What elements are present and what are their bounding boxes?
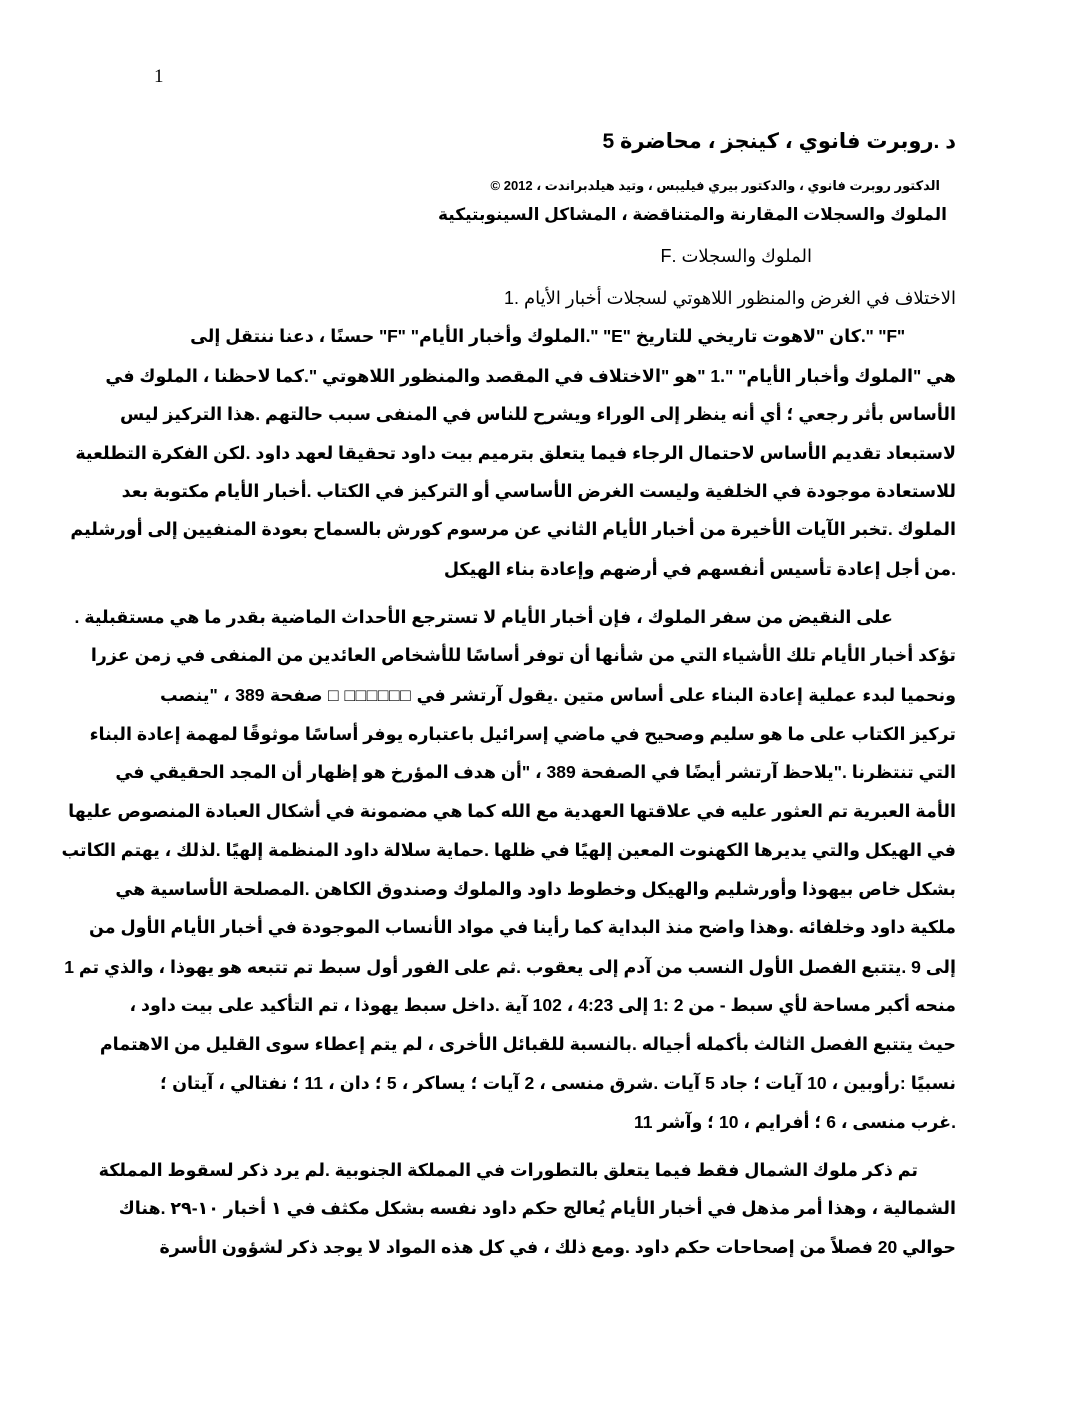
section-heading: الملوك والسجلات .F [660,246,812,266]
body-line: الأساس بأثر رجعي ؛ أي أنه ينظر إلى الوراء ويشرح للناس في المنفى سبب حالتهم .هذا التركيز ليس [120,404,956,424]
body-line: على النقيض من سفر الملوك ، فإن أخبار الأيام لا تسترجع الأحداث الماضية بقدر ما هي مستقبلية . [74,607,893,627]
body-line: .من أجل إعادة تأسيس أنفسهم في أرضهم وإعادة بناء الهيكل [443,559,956,579]
body-line: الأمة العبرية تم العثور عليه في علاقتها العهدية مع الله كما هي مضمونة في أشكال العبادة المنصوص عليها [68,801,956,821]
body-line: التي تنتظرنا ."يلاحظ آرتشر أيضًا في الصفحة 389 ، "أن هدف المؤرخ هو إظهار أن المجد الحقيقي في [115,762,956,782]
body-line: تركيز الكتاب على ما هو سليم وصحيح في ماضي إسرائيل باعتباره يوفر أساسًا موثوقًا لمهمة إعادة البناء [89,724,956,744]
body-line: لاستبعاد تقديم الأساس لاحتمال الرجاء فيما يتعلق بترميم بيت داود تحقيقا لعهد داود .لكن الفكرة التطلعية [75,443,956,463]
body-line: للاستعادة موجودة في الخلفية وليست الغرض الأساسي أو التركيز في الكتاب .أخبار الأيام مكتوبة بعد [121,481,956,501]
body-line: .غرب منسى ، 6 ؛ أفرايم ، 10 ؛ وآشر 11 [633,1112,956,1132]
body-line: ونحميا لبدء عملية إعادة البناء على أساس متين .يقول آرتشر في □□□□□□ □ صفحة 389 ، "ينصب [160,685,957,705]
body-line: هي "الملوك وأخبار الأيام" ".1 "هو "الاختلاف في المقصد والمنظور اللاهوتي ".كما لاحظنا ، الملوك في [105,366,956,386]
body-line: "F" ".كان "لاهوت تاريخي للتاريخ "E" ".الملوك وأخبار الأيام" "F" حسنًا ، دعنا ننتقل إلى [190,326,905,346]
lecture-subtitle: الملوك والسجلات المقارنة والمتناقضة ، المشاكل السينوبتيكية [437,205,947,224]
body-line: تم ذكر ملوك الشمال فقط فيما يتعلق بالتطورات في المملكة الجنوبية .لم يرد ذكر لسقوط المملكة [98,1160,918,1180]
body-line: نسبيًا :رأوبين ، 10 آيات ؛ جاد 5 آيات .شرق منسى ، 2 آيات ؛ يساكر ، 5 ؛ دان ، 11 ؛ نفتالي ، آيتان ؛ [160,1073,956,1093]
page-number: 1 [154,66,164,87]
body-line: تؤكد أخبار الأيام تلك الأشياء التي من شأنها أن توفر أساسًا للأشخاص العائدين من المنفى في زمن عزرا [90,645,956,665]
body-line: ملكية داود وخلفائه .وهذا واضح منذ البداية كما رأينا في مواد الأنساب الموجودة في أخبار الأيام الأول من [89,917,956,937]
body-line: منحه أكبر مساحة لأي سبط - من 2 :1 إلى 4:23 ، 102 آية .داخل سبط يهوذا ، تم التأكيد على بيت داود ، [129,995,956,1015]
body-line: إلى 9 .يتتبع الفصل الأول النسب من آدم إلى يعقوب .ثم على الفور أول سبط تم تتبعه هو يهوذا ، والذي تم 1 [64,957,956,977]
lecture-title: د .روبرت فانوي ، كينجز ، محاضرة 5 [602,130,956,153]
body-line: بشكل خاص بيهوذا وأورشليم والهيكل وخطوط داود والملوك وصندوق الكاهن .المصلحة الأساسية هي [115,879,956,899]
copyright-line: الدكتور روبرت فانوي ، والدكتور بيري فيليبس ، وتيد هيلدبراندت ، 2012 © [490,178,940,193]
body-line: الملوك .تخبر الآيات الأخيرة من أخبار الأيام الثاني عن مرسوم كورش بالسماح بعودة المنفيين إلى أورشليم [70,519,956,539]
subsection-heading: الاختلاف في الغرض والمنظور اللاهوتي لسجلات أخبار الأيام .1 [503,288,956,308]
body-line: في الهيكل والتي يديرها الكهنوت المعين إلهيًا في ظلها .حماية سلالة داود المنظمة إلهيًا .لذلك ، يهتم الكاتب [61,840,956,860]
body-line: الشمالية ، وهذا أمر مذهل في أخبار الأيام يُعالج حكم داود نفسه بشكل مكثف في ١ أخبار ١٠-٢٩ .هناك [118,1198,956,1218]
body-line: حيث يتتبع الفصل الثالث بأكمله أجياله .بالنسبة للقبائل الأخرى ، لم يتم إعطاء سوى القليل من الاهتمام [99,1034,956,1054]
body-line: حوالي 20 فصلاً من إصحاحات حكم داود .ومع ذلك ، في كل هذه المواد لا يوجد ذكر لشؤون الأسرة [159,1237,956,1257]
